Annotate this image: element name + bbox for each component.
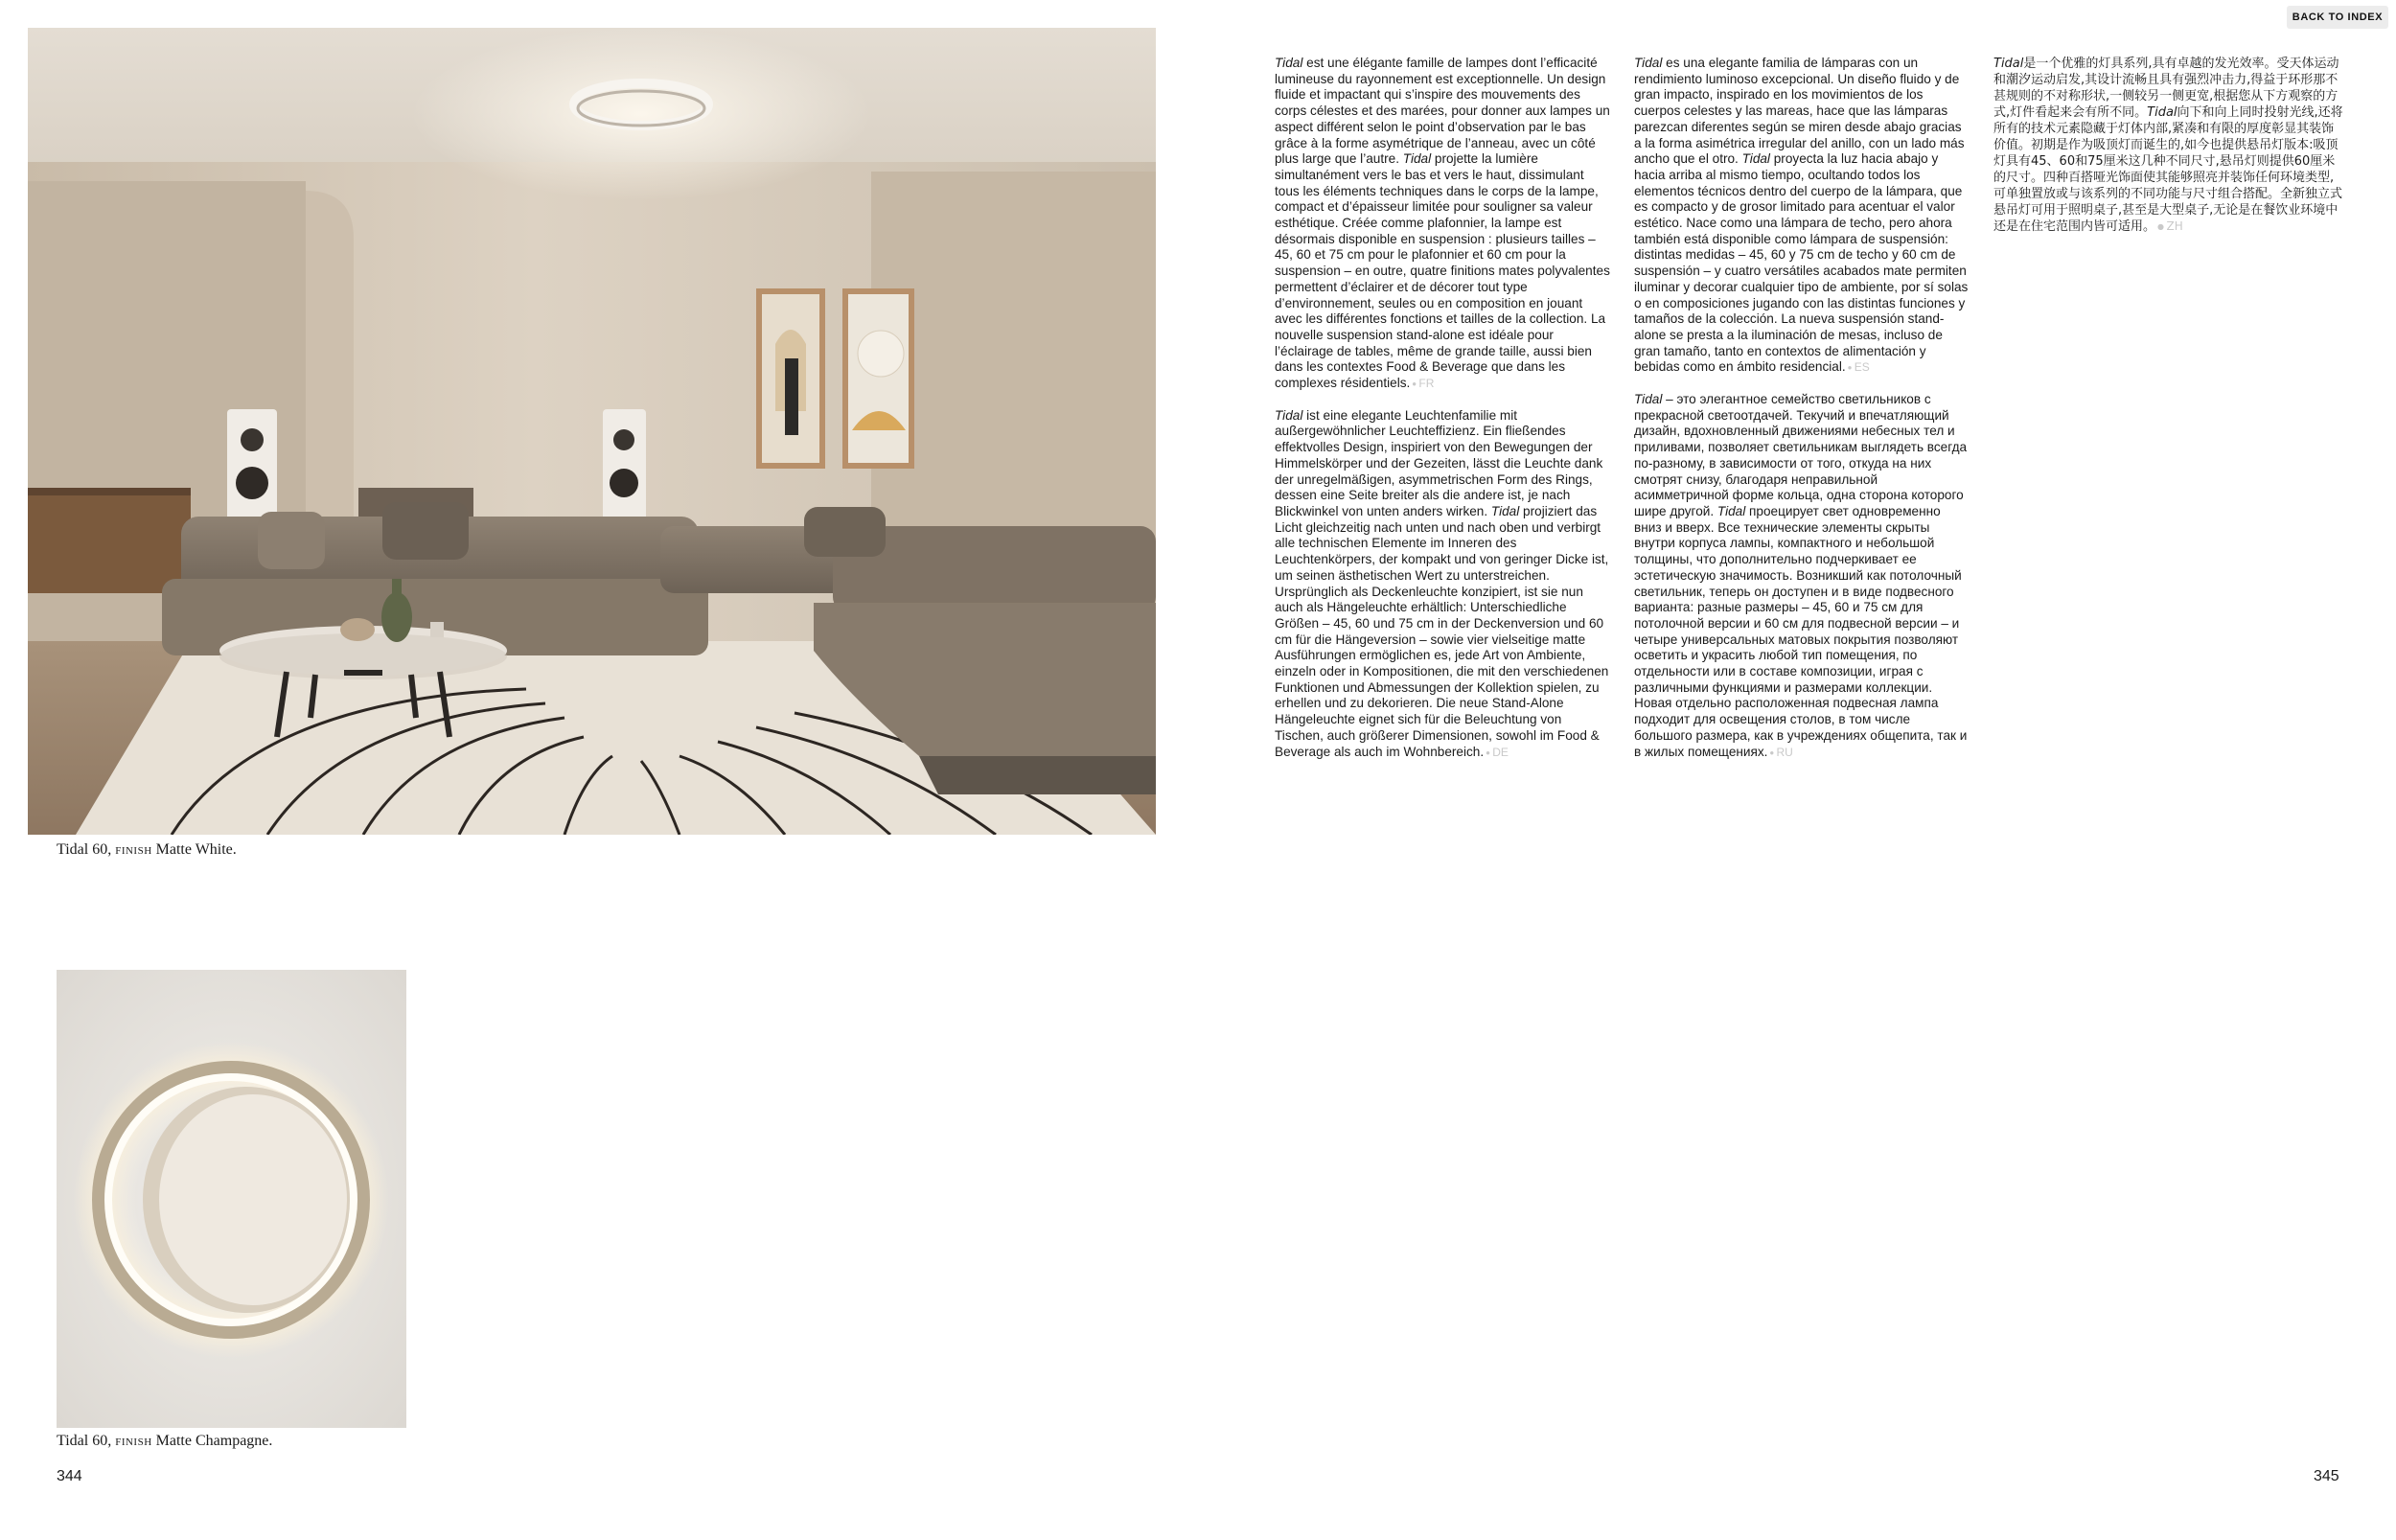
language-tag-ru: ● RU xyxy=(1769,746,1792,759)
brand-name: Tidal xyxy=(1490,503,1520,518)
language-tag-es: ● ES xyxy=(1848,360,1870,374)
paragraph-fr: Tidal est une élégante famille de lampes dont l’efficacité lumineuse du rayonnement est exceptionnelle. Un design fluide et impactant qui s’inspire des mouvements des corps célestes et des marées, pour donner aux lampes un aspect différent selon le point d’observation par le bas grâce à la forme asymétrique de l’anneau, avec un côté plus large que l’autre. Tidal projette la lumière simultanément vers le bas et vers le haut, dissimulant tous les éléments techniques dans le corps de la lampe, compact et d’épaisseur limitée pour souligner sa valeur esthétique. Créée comme plafonnier, la lampe est désormais disponible en suspension : plusieurs tailles – 45, 60 et 75 cm pour le plafonnier et 60 cm pour la suspension – en outre, quatre finitions mates polyvalentes permettent d’éclairer et de décorer tout type d’environnement, seules ou en composition en jouant avec les différentes fonctions et tailles de la collection. La nouvelle suspension stand-alone est idéale pour l’éclairage de tables, même de grande taille, aussi bien dans les contextes Food & Beverage que dans les complexes résidentiels.● FR xyxy=(1275,56,1610,393)
paragraph-de: Tidal ist eine elegante Leuchtenfamilie mit außergewöhnlicher Leuchteffizienz. Ein fließendes effektvolles Design, inspiriert von den Bewegungen der Himmelskörper und der Gezeiten, lässt die Leuchte dank der unregelmäßigen, asymmetrischen Form des Rings, dessen eine Seite breiter als die andere ist, je nach Blickwinkel von unten anders wirken. Tidal projiziert das Licht gleichzeitig nach unten und nach oben und verbirgt alle technischen Elemente im Inneren des Leuchtenkörpers, der kompakt und von geringer Dicke ist, um seinen ästhetischen Wert zu unterstreichen. Ursprünglich als Deckenleuchte konzipiert, ist sie nun auch als Hängeleuchte erhältlich: Unterschiedliche Größen – 45, 60 und 75 cm in der Deckenversion und 60 cm für die Hängeversion – sowie vier vielseitige matte Ausführungen ermöglichen es, jede Art von Ambiente, einzeln oder in Kompositionen, die mit den verschiedenen Funktionen und Abmessungen der Kollektion spielen, zu erhellen und zu dekorieren. Die neue Stand-Alone Hängeleuchte eignet sich für die Beleuchtung von Tischen, auch größerer Dimensionen, sowohl im Food & Beverage als auch im Wohnbereich.● DE xyxy=(1275,408,1610,761)
brand-name: Tidal xyxy=(1634,56,1663,70)
back-to-index-button[interactable]: BACK TO INDEX xyxy=(2287,6,2388,29)
lamp-caption-model: Tidal 60, xyxy=(57,1433,112,1449)
living-room-photo xyxy=(28,28,1156,835)
language-tag-zh: ● ZH xyxy=(2157,219,2183,233)
main-caption-finish-label: finish xyxy=(115,841,152,858)
language-tag-de: ● DE xyxy=(1486,746,1509,759)
paragraph-zh: Tidal是一个优雅的灯具系列,具有卓越的发光效率。受天体运动和潮汐运动启发,其设计流畅且具有强烈冲击力,得益于环形那不甚规则的不对称形状,一侧较另一侧更宽,根据您从下方观察的方式,灯件看起来会有所不同。Tidal向下和向上同时投射光线,还将所有的技术元素隐藏于灯体内部,紧凑和有限的厚度彰显其装饰价值。初期是作为吸顶灯而诞生的,如今也提供悬吊灯版本:吸顶灯具有45、60和75厘米这几种不同尺寸,悬吊灯则提供60厘米的尺寸。四种百搭哑光饰面使其能够照亮并装饰任何环境类型,可单独置放或与该系列的不同功能与尺寸组合搭配。全新独立式悬吊灯可用于照明桌子,甚至是大型桌子,无论是在餐饮业环境中还是在住宅范围内皆可适用。● ZH xyxy=(1993,56,2343,235)
main-caption-model: Tidal 60, xyxy=(57,841,112,858)
brand-name: Tidal xyxy=(1275,56,1303,70)
lamp-caption-finish-label: finish xyxy=(115,1433,152,1449)
language-tag-fr: ● FR xyxy=(1412,377,1434,390)
brand-name: Tidal xyxy=(1275,407,1303,423)
main-caption-finish: Matte White. xyxy=(155,841,237,858)
text-column-1 xyxy=(1275,56,1610,776)
lamp-photo-caption xyxy=(57,1433,272,1450)
paragraph-es: Tidal es una elegante familia de lámparas con un rendimiento luminoso excepcional. Un diseño fluido y de gran impacto, inspirado en los movimientos de los cuerpos celestes y las mareas, hace que las lámparas parezcan diferentes según se miren desde abajo gracias a la forma asimétrica irregular del anillo, con un lado más ancho que el otro. Tidal proyecta la luz hacia abajo y hacia arriba al mismo tiempo, ocultando todos los elementos técnicos dentro del cuerpo de la lámpara, que es compacto y de grosor limitado para acentuar el valor estético. Nace como una lámpara de techo, pero ahora también está disponible como lámpara de suspensión: distintas medidas – 45, 60 y 75 cm de techo y 60 cm de suspensión – y cuatro versátiles acabados mate permiten iluminar y decorar cualquier tipo de ambiente, por sí solas o en composiciones jugando con las distintas funciones y tamaños de la colección. La nueva suspensión stand-alone se presta a la iluminación de mesas, incluso de gran tamaño, tanto en contextos de alimentación y bebidas como en ámbito residencial.● ES xyxy=(1634,56,1970,377)
page-number-left: 344 xyxy=(57,1468,82,1484)
brand-name: Tidal xyxy=(1634,392,1663,407)
text-column-3 xyxy=(1993,56,2343,250)
brand-name: Tidal xyxy=(2147,105,2177,120)
lamp-caption-finish: Matte Champagne. xyxy=(155,1433,273,1449)
page-number-right: 345 xyxy=(2314,1468,2339,1484)
paragraph-ru: Tidal – это элегантное семейство светильников с прекрасной светоотдачей. Текучий и впечатляющий дизайн, вдохновленный движениями небесных тел и приливами, позволяет светильникам выглядеть всегда по-разному, в зависимости от того, откуда на них смотрят снизу, благодаря неправильной асимметричной форме кольца, одна сторона которого шире другой. Tidal проецирует свет одновременно вниз и вверх. Все технические элементы скрыты внутри корпуса лампы, компактного и небольшой толщины, что дополнительно подчеркивает ее эстетическую значимость. Возникший как потолочный светильник, теперь он доступен и в виде подвесного варианта: разные размеры – 45, 60 и 75 см для потолочной версии и 60 см для подвесной версии – и четыре универсальных матовых покрытия позволяют осветить и украсить любой тип помещения, по отдельности или в составе композиции, играя с различными функциями и размерами коллекции. Новая отдельно расположенная подвесная лампа подходит для освещения столов, в том числе большого размера, как в учреждениях общепита, так и в жилых помещениях.● RU xyxy=(1634,392,1970,761)
brand-name: Tidal xyxy=(1993,57,2024,71)
text-column-2 xyxy=(1634,56,1970,776)
brand-name: Tidal xyxy=(1402,151,1432,167)
brand-name: Tidal xyxy=(1741,151,1770,167)
brand-name: Tidal xyxy=(1716,503,1746,518)
lamp-photo xyxy=(57,970,406,1428)
main-photo-caption xyxy=(57,841,237,859)
